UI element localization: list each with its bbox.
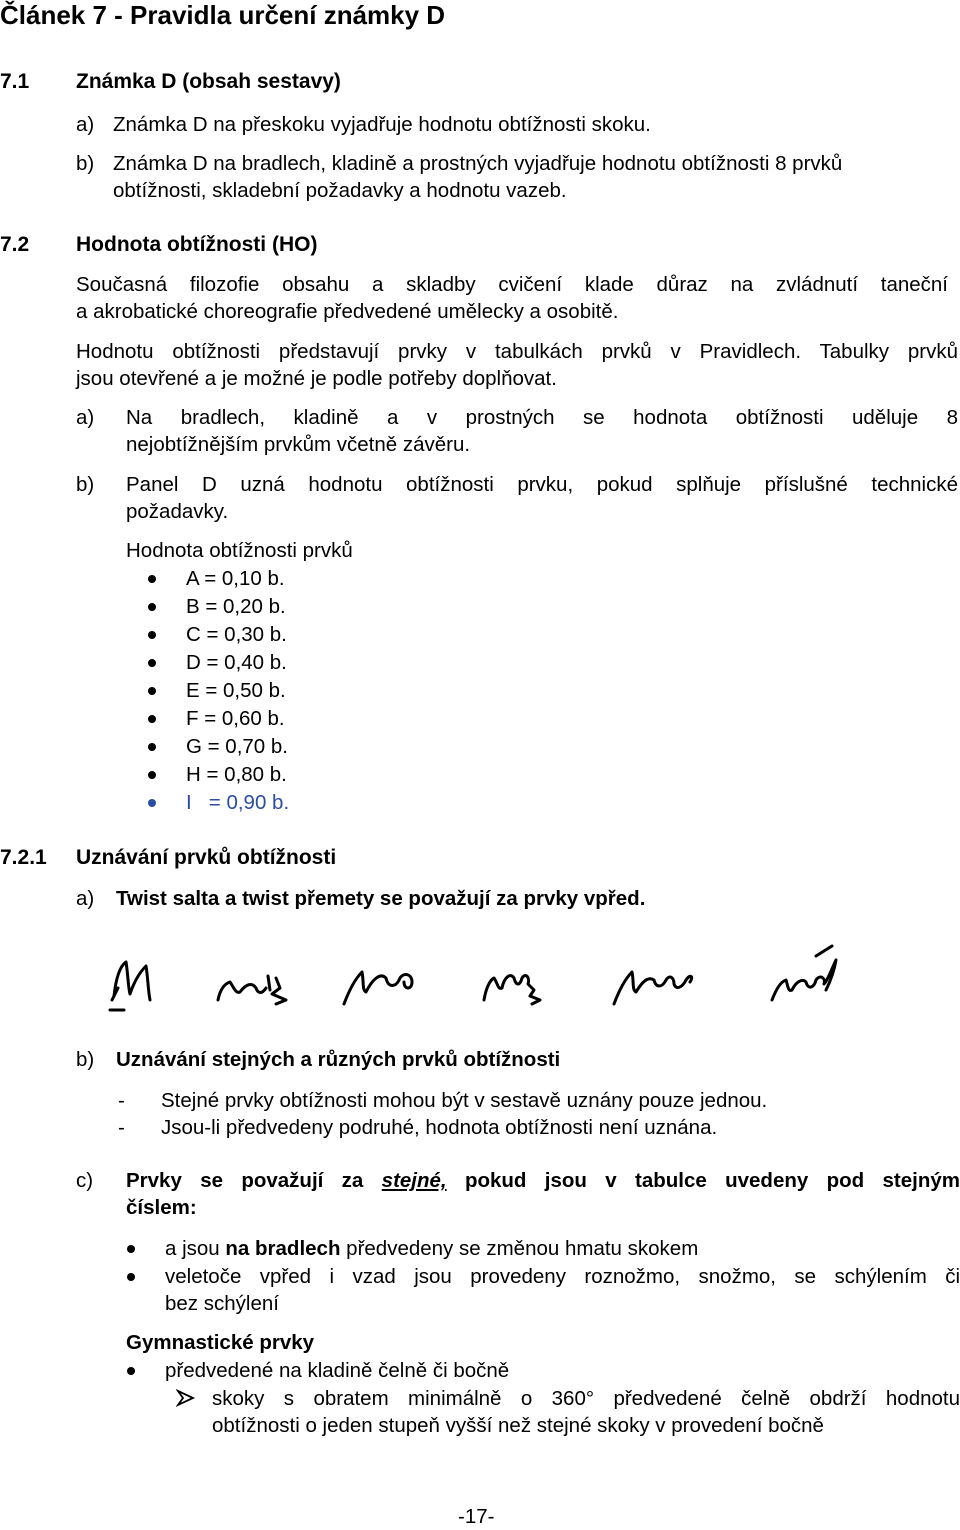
- paragraph-2-line2: jsou otevřené a je možné je podle potřeby doplňovat.: [76, 367, 557, 390]
- element-symbol: [484, 976, 540, 1004]
- page-title: Článek 7 - Pravidla určení známky D: [0, 0, 446, 30]
- value-item: G = 0,70 b.: [186, 735, 288, 758]
- section-7-1-heading: Známka D (obsah sestavy): [76, 70, 341, 93]
- value-item: B = 0,20 b.: [186, 595, 286, 618]
- gym-heading: Gymnastické prvky: [126, 1331, 315, 1354]
- same-item-1-post: předvedeny se změnou hmatu skokem: [340, 1237, 699, 1260]
- same-post: pokud jsou v tabulce uvedeny pod stejným: [446, 1169, 960, 1192]
- dash-item: Jsou-li předvedeny podruhé, hodnota obtížnosti není uznána.: [161, 1116, 718, 1139]
- arrow-bullet-icon: [176, 1389, 196, 1407]
- paragraph-2-line1: Hodnotu obtížnosti představují prvky v tabulkách prvků v Pravidlech. Tabulky prvků: [76, 340, 958, 363]
- same-item-2-line2: bez schýlení: [165, 1292, 279, 1315]
- dash-icon: -: [118, 1089, 125, 1112]
- recognition-heading: Uznávání stejných a různých prvků obtížnosti: [116, 1048, 561, 1071]
- value-item: C = 0,30 b.: [186, 623, 287, 646]
- item-a-label: a): [76, 113, 95, 136]
- rule-a-label: a): [76, 406, 95, 429]
- element-symbol: [344, 972, 412, 1004]
- same-item-1: [165, 1235, 698, 1262]
- item-b-label: b): [76, 152, 95, 175]
- dash-icon: -: [118, 1116, 125, 1139]
- bullet-icon: [148, 575, 156, 583]
- same-line1: [126, 1167, 960, 1194]
- page-number: -17-: [458, 1505, 495, 1528]
- value-item: H = 0,80 b.: [186, 763, 287, 786]
- value-item: A = 0,10 b.: [186, 567, 285, 590]
- element-symbol: [218, 976, 286, 1004]
- same-pre: Prvky se považují za: [126, 1169, 382, 1192]
- item-b-line1: Známka D na bradlech, kladině a prostných vyjadřuje hodnotu obtížnosti 8 prvků: [113, 152, 843, 175]
- section-7-2-number: 7.2: [0, 233, 30, 256]
- same-line2: číslem:: [126, 1196, 197, 1219]
- rule-b-line2: požadavky.: [126, 500, 229, 523]
- same-item-1-bold: na bradlech: [225, 1237, 341, 1260]
- item-b-line2: obtížnosti, skladební požadavky a hodnotu vazeb.: [113, 179, 567, 202]
- section-7-2-1-heading: Uznávání prvků obtížnosti: [76, 846, 337, 869]
- values-heading: Hodnota obtížnosti prvků: [126, 539, 353, 562]
- value-item: E = 0,50 b.: [186, 679, 286, 702]
- bullet-icon: [148, 743, 156, 751]
- bullet-icon: [148, 631, 156, 639]
- twist-label: a): [76, 887, 95, 910]
- bullet-icon: [127, 1245, 135, 1253]
- section-7-2-1-number: 7.2.1: [0, 846, 47, 869]
- same-item-1-pre: a jsou: [165, 1237, 226, 1260]
- paragraph-1-line1: Současná filozofie obsahu a skladby cvičení klade důraz na zvládnutí taneční: [76, 273, 948, 296]
- bullet-icon: [148, 715, 156, 723]
- gym-sub-line2: obtížnosti o jeden stupeň vyšší než stejné skoky v provedení bočně: [212, 1414, 824, 1437]
- dash-item: Stejné prvky obtížnosti mohou být v sestavě uznány pouze jednou.: [161, 1089, 768, 1112]
- element-symbol: [614, 972, 692, 1004]
- gym-sub-line1: skoky s obratem minimálně o 360° předvedené čelně obdrží hodnotu: [212, 1387, 960, 1410]
- item-a-text: Známka D na přeskoku vyjadřuje hodnotu obtížnosti skoku.: [113, 113, 651, 136]
- rule-b-line1: Panel D uzná hodnotu obtížnosti prvku, pokud splňuje příslušné technické: [126, 473, 958, 496]
- same-item-2-line1: veletoče vpřed i vzad jsou provedeny roznožmo, snožmo, se schýlením či: [165, 1265, 960, 1288]
- bullet-icon: [148, 603, 156, 611]
- element-symbol: [110, 962, 150, 1010]
- rule-b-label: b): [76, 473, 95, 496]
- element-symbols: [100, 938, 860, 1018]
- bullet-icon: [127, 1273, 135, 1281]
- value-item: I = 0,90 b.: [186, 791, 290, 814]
- value-item: D = 0,40 b.: [186, 651, 287, 674]
- section-7-2-heading: Hodnota obtížnosti (HO): [76, 233, 318, 256]
- bullet-icon: [148, 771, 156, 779]
- value-item: F = 0,60 b.: [186, 707, 285, 730]
- recognition-label: b): [76, 1048, 95, 1071]
- bullet-icon: [148, 659, 156, 667]
- same-emphasis: stejné,: [381, 1169, 447, 1192]
- bullet-icon: [148, 687, 156, 695]
- element-symbol: [772, 946, 836, 1000]
- gym-item: předvedené na kladině čelně či bočně: [165, 1359, 510, 1382]
- bullet-icon: [148, 799, 156, 807]
- section-7-1-number: 7.1: [0, 70, 30, 93]
- bullet-icon: [127, 1367, 135, 1375]
- twist-text: Twist salta a twist přemety se považují za prvky vpřed.: [116, 887, 646, 910]
- rule-a-line1: Na bradlech, kladině a v prostných se hodnota obtížnosti uděluje 8: [126, 406, 958, 429]
- rule-a-line2: nejobtížnějším prvkům včetně závěru.: [126, 433, 471, 456]
- paragraph-1-line2: a akrobatické choreografie předvedené umělecky a osobitě.: [76, 300, 619, 323]
- same-label: c): [76, 1169, 94, 1192]
